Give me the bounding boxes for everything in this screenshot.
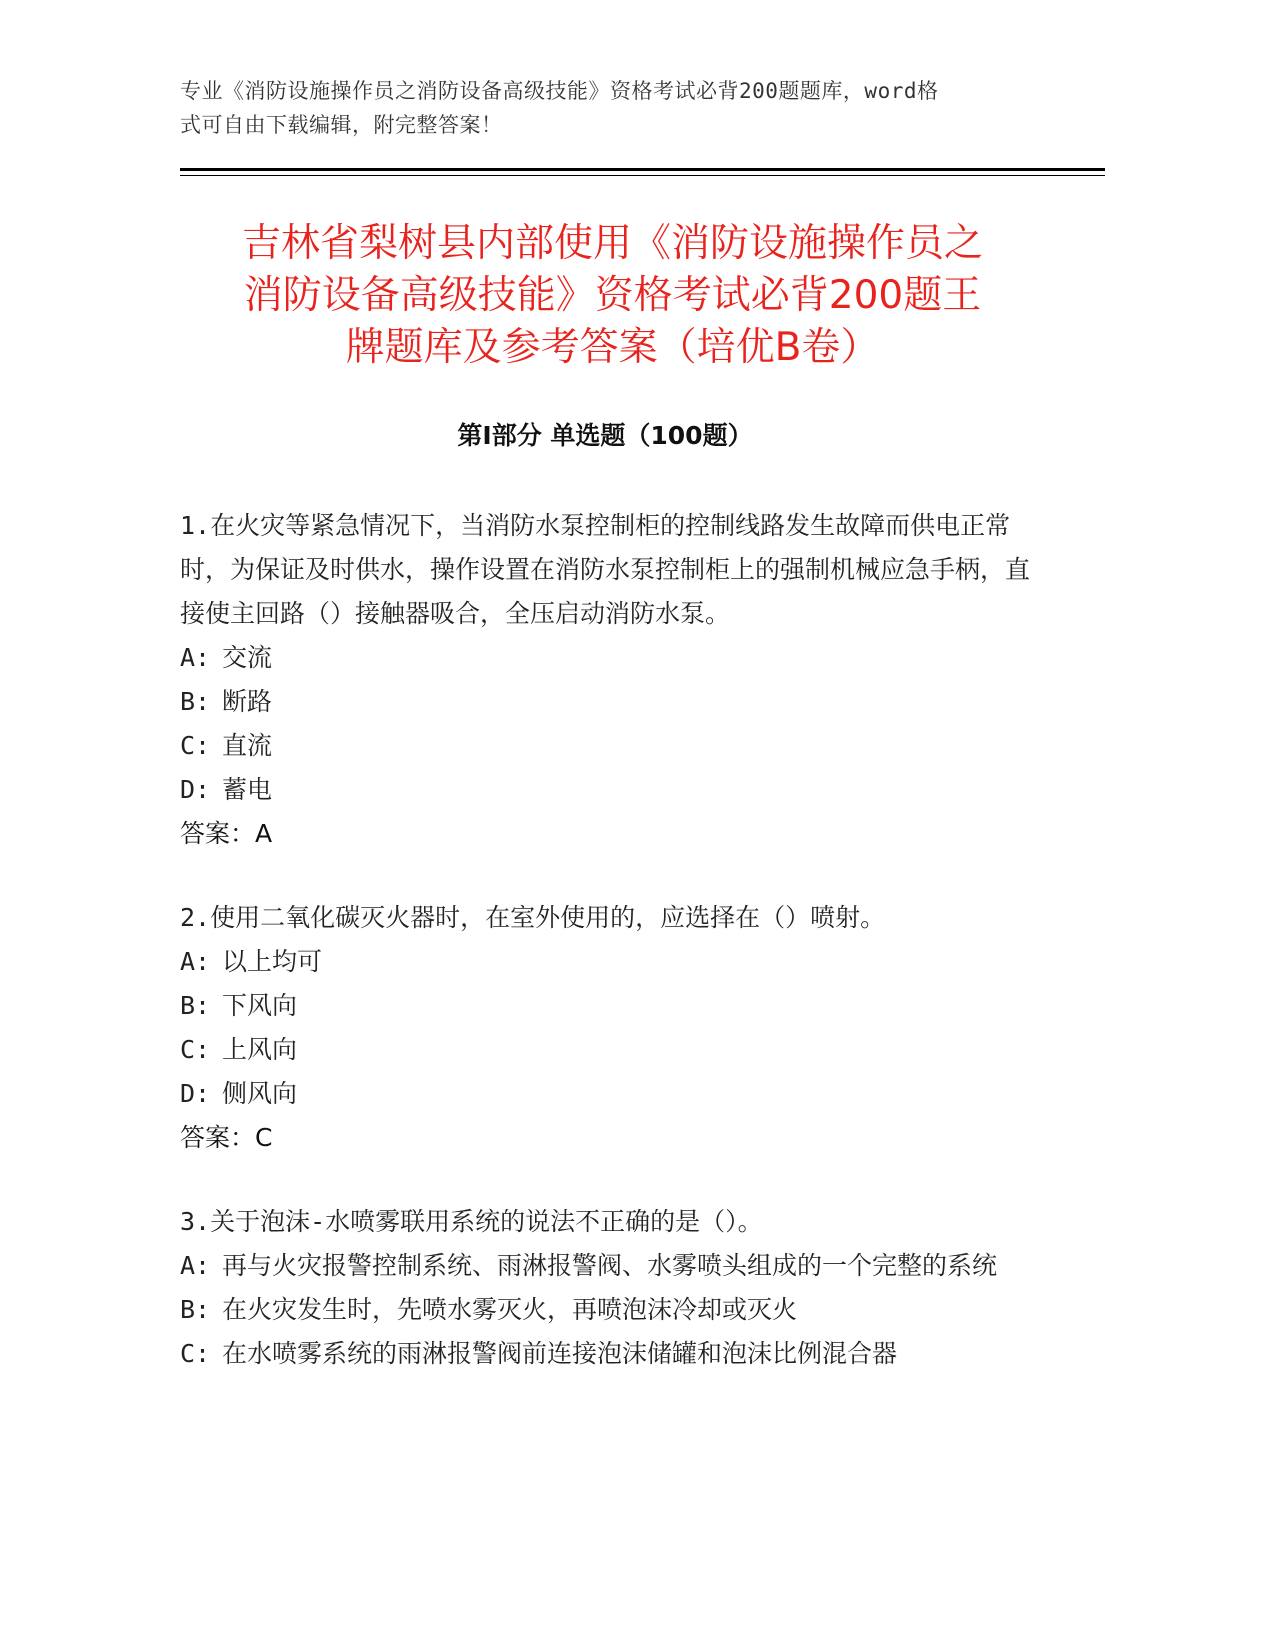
header-note-line1: 专业《消防设施操作员之消防设备高级技能》资格考试必背200题题库，word格	[180, 79, 939, 103]
option-letter: C:	[180, 1339, 211, 1368]
option-text: 断路	[222, 687, 273, 716]
question-option-c	[180, 1028, 1040, 1072]
question-option-c	[180, 1332, 1040, 1376]
question-option-b	[180, 984, 1040, 1028]
option-letter: A:	[180, 643, 211, 672]
question-option-a	[180, 636, 1040, 680]
question-stem: 2.使用二氧化碳灭火器时，在室外使用的，应选择在（）喷射。	[180, 903, 886, 932]
header-rule-thick	[180, 168, 1105, 171]
question-option-d	[180, 1072, 1040, 1116]
question-answer: 答案：A	[180, 819, 273, 848]
question-answer: 答案：C	[180, 1123, 273, 1152]
option-text: 以上均可	[222, 947, 323, 976]
option-letter: C:	[180, 731, 211, 760]
option-text: 在水喷雾系统的雨淋报警阀前连接泡沫储罐和泡沫比例混合器	[222, 1339, 898, 1368]
question-stem: 1.在火灾等紧急情况下，当消防水泵控制柜的控制线路发生故障而供电正常时，为保证及时供水，操作设置在消防水泵控制柜上的强制机械应急手柄，直接使主回路（）接触器吸合，全压启动消防水泵。	[180, 511, 1031, 628]
option-text: 在火灾发生时，先喷水雾灭火，再喷泡沫冷却或灭火	[222, 1295, 798, 1324]
question-option-a	[180, 1244, 1040, 1288]
question-3	[180, 1200, 1040, 1376]
option-letter: D:	[180, 775, 211, 804]
question-option-a	[180, 940, 1040, 984]
option-text: 蓄电	[222, 775, 273, 804]
document-title-line2: 消防设备高级技能》资格考试必背200题王	[243, 273, 982, 318]
question-option-b	[180, 680, 1040, 724]
header-rule-thin	[180, 175, 1105, 176]
option-text: 再与火灾报警控制系统、雨淋报警阀、水雾喷头组成的一个完整的系统	[222, 1251, 998, 1280]
option-letter: C:	[180, 1035, 211, 1064]
option-text: 侧风向	[222, 1079, 298, 1108]
question-option-c	[180, 724, 1040, 768]
option-letter: A:	[180, 947, 211, 976]
question-2	[180, 896, 1040, 1160]
question-option-b	[180, 1288, 1040, 1332]
header-note	[180, 74, 1030, 142]
option-text: 下风向	[222, 991, 298, 1020]
option-letter: A:	[180, 1251, 211, 1280]
question-stem: 3.关于泡沫-水喷雾联用系统的说法不正确的是（）。	[180, 1207, 763, 1236]
section-title: 第Ⅰ部分 单选题（100题）	[457, 421, 753, 450]
question-1	[180, 504, 1040, 856]
header-note-line2: 式可自由下载编辑，附完整答案！	[180, 113, 503, 137]
document-title-line1: 吉林省梨树县内部使用《消防设施操作员之	[241, 221, 983, 266]
option-text: 交流	[222, 643, 273, 672]
option-text: 上风向	[222, 1035, 298, 1064]
option-letter: B:	[180, 991, 211, 1020]
option-letter: B:	[180, 687, 211, 716]
document-title	[180, 218, 1045, 374]
document-title-line3: 牌题库及参考答案（培优B卷）	[345, 325, 880, 370]
option-text: 直流	[222, 731, 273, 760]
option-letter: B:	[180, 1295, 211, 1324]
option-letter: D:	[180, 1079, 211, 1108]
question-option-d	[180, 768, 1040, 812]
